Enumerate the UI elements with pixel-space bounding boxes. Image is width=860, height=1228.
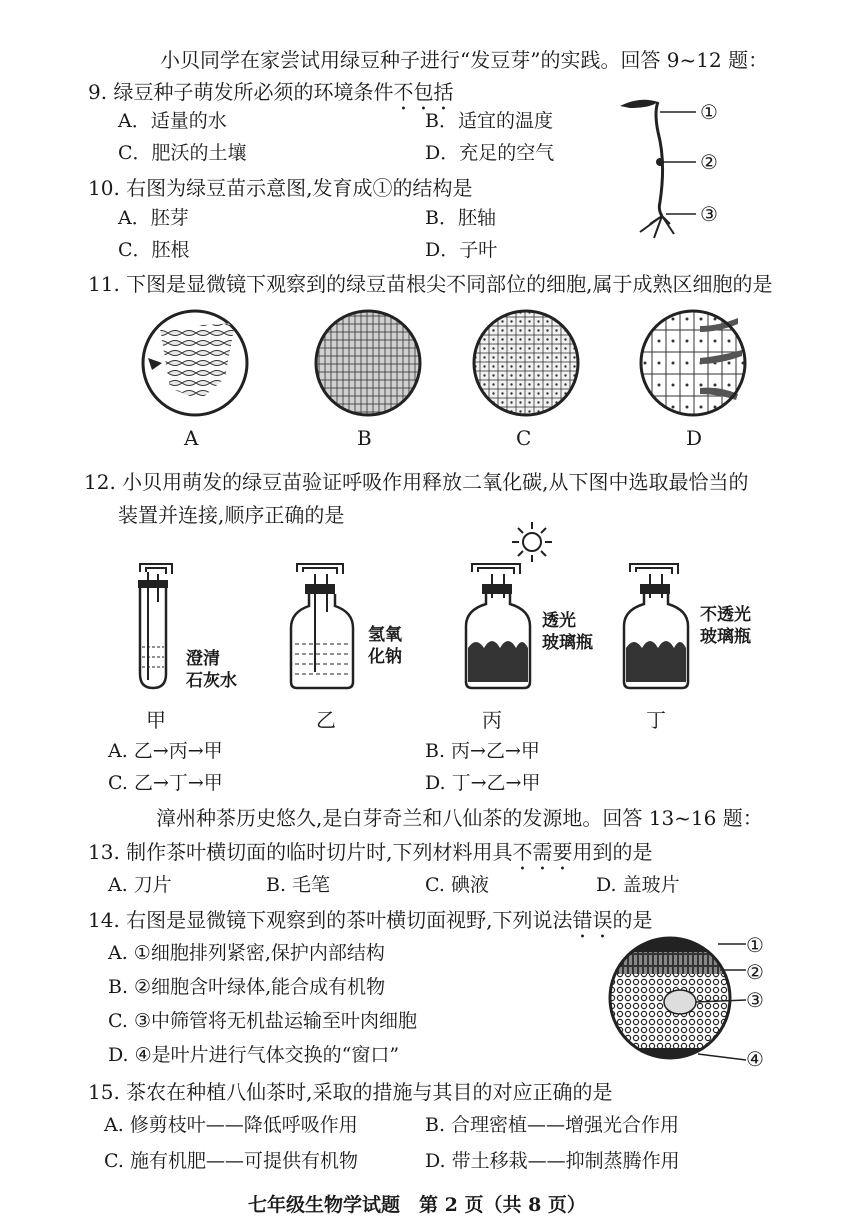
apparatus-name-yi: 乙: [316, 708, 336, 732]
q9-emphasis: 不包括: [393, 80, 454, 104]
q15-option-d: D. 带土移栽——抑制蒸腾作用: [425, 1150, 680, 1172]
micrograph-label-d: D: [686, 426, 703, 450]
question-12-stem-line1: 12. 小贝用萌发的绿豆苗验证呼吸作用释放二氧化碳,从下图中选取最恰当的: [84, 470, 749, 494]
q9-option-d: D．充足的空气: [425, 142, 555, 164]
question-10-stem: 10. 右图为绿豆苗示意图,发育成①的结构是: [88, 176, 473, 200]
q13-stem-text: 13. 制作茶叶横切面的临时切片时,下列材料用具: [88, 840, 513, 864]
micrograph-a: [140, 308, 250, 418]
leaf-label-4: ④: [746, 1047, 764, 1071]
intro-q9-12: 小贝同学在家尝试用绿豆种子进行“发豆芽”的实践。回答 9~12 题：: [160, 48, 769, 72]
q13-option-a: A. 刀片: [108, 874, 172, 896]
micrograph-label-b: B: [357, 426, 372, 450]
micrograph-label-c: C: [516, 426, 532, 450]
question-13-stem: [88, 836, 653, 875]
q12-option-b: B. 丙→乙→甲: [425, 740, 540, 762]
micrograph-label-a: A: [184, 426, 199, 450]
q12-option-a: A. 乙→丙→甲: [108, 740, 223, 762]
q9-option-c: C．肥沃的土壤: [118, 142, 247, 164]
micrograph-c: [471, 308, 581, 418]
micrograph-d: [638, 308, 748, 418]
q9-option-b: B．适宜的温度: [425, 110, 553, 132]
sun-icon: [510, 520, 554, 564]
q10-option-a: A．胚芽: [118, 207, 189, 229]
leaf-cross-section-figure: [608, 930, 768, 1070]
label-limewater: 澄清 石灰水: [186, 649, 237, 691]
q15-option-b: B. 合理密植——增强光合作用: [425, 1114, 680, 1136]
apparatus-bing-clear-bottle: [462, 562, 534, 697]
q10-option-d: D．子叶: [425, 239, 498, 261]
q13-option-b: B. 毛笔: [266, 874, 331, 896]
label-naoh: 氢氧 化钠: [368, 625, 402, 667]
q15-option-a: A. 修剪枝叶——降低呼吸作用: [104, 1114, 358, 1136]
q13-option-d: D. 盖玻片: [596, 874, 680, 896]
q10-option-b: B．胚轴: [425, 207, 496, 229]
q14-option-a: A. ①细胞排列紧密,保护内部结构: [108, 942, 385, 964]
seedling-label-2: ②: [700, 150, 718, 174]
q10-option-c: C．胚根: [118, 239, 190, 261]
leaf-label-1: ①: [746, 933, 764, 957]
q12-option-d: D. 丁→乙→甲: [425, 772, 541, 794]
apparatus-name-bing: 丙: [482, 708, 502, 732]
apparatus-name-jia: 甲: [146, 708, 166, 732]
page-footer: 七年级生物学试题 第 2 页（共 8 页）: [248, 1194, 586, 1216]
apparatus-ding-opaque-bottle: [620, 562, 692, 697]
intro-q13-16: 漳州种茶历史悠久,是白芽奇兰和八仙茶的发源地。回答 13~16 题：: [156, 806, 763, 830]
question-12-stem-line2: 装置并连接,顺序正确的是: [118, 503, 345, 527]
apparatus-jia-test-tube: [132, 562, 182, 697]
label-opaque-bottle: 不透光 玻璃瓶: [700, 605, 751, 647]
label-clear-bottle: 透光 玻璃瓶: [542, 611, 593, 653]
q14-stem-tail: 的是: [612, 908, 653, 932]
q15-option-c: C. 施有机肥——可提供有机物: [104, 1150, 358, 1172]
apparatus-name-ding: 丁: [646, 708, 666, 732]
q12-option-c: C. 乙→丁→甲: [108, 772, 223, 794]
micrograph-b: [313, 308, 423, 418]
q9-stem-text: 9. 绿豆种子萌发所必须的环境条件: [88, 80, 394, 104]
leaf-label-2: ②: [746, 960, 764, 984]
q13-stem-tail: 用到的是: [572, 840, 653, 864]
q13-option-c: C. 碘液: [425, 874, 489, 896]
q14-option-c: C. ③中筛管将无机盐运输至叶肉细胞: [108, 1010, 417, 1032]
q14-option-d: D. ④是叶片进行气体交换的“窗口”: [108, 1044, 400, 1066]
q13-emphasis: 不需要: [512, 840, 573, 864]
seedling-label-3: ③: [700, 202, 718, 226]
question-11-stem: 11. 下图是显微镜下观察到的绿豆苗根尖不同部位的细胞,属于成熟区细胞的是: [88, 272, 773, 296]
q14-emphasis: 错误: [572, 908, 613, 932]
q9-option-a: A．适量的水: [118, 110, 227, 132]
apparatus-yi-naoh-bottle: [287, 562, 357, 697]
seedling-label-1: ①: [700, 100, 718, 124]
question-15-stem: 15. 茶农在种植八仙茶时,采取的措施与其目的对应正确的是: [88, 1080, 613, 1104]
q14-option-b: B. ②细胞含叶绿体,能合成有机物: [108, 976, 386, 998]
leaf-label-3: ③: [746, 988, 764, 1012]
q14-stem-text: 14. 右图是显微镜下观察到的茶叶横切面视野,下列说法: [88, 908, 573, 932]
